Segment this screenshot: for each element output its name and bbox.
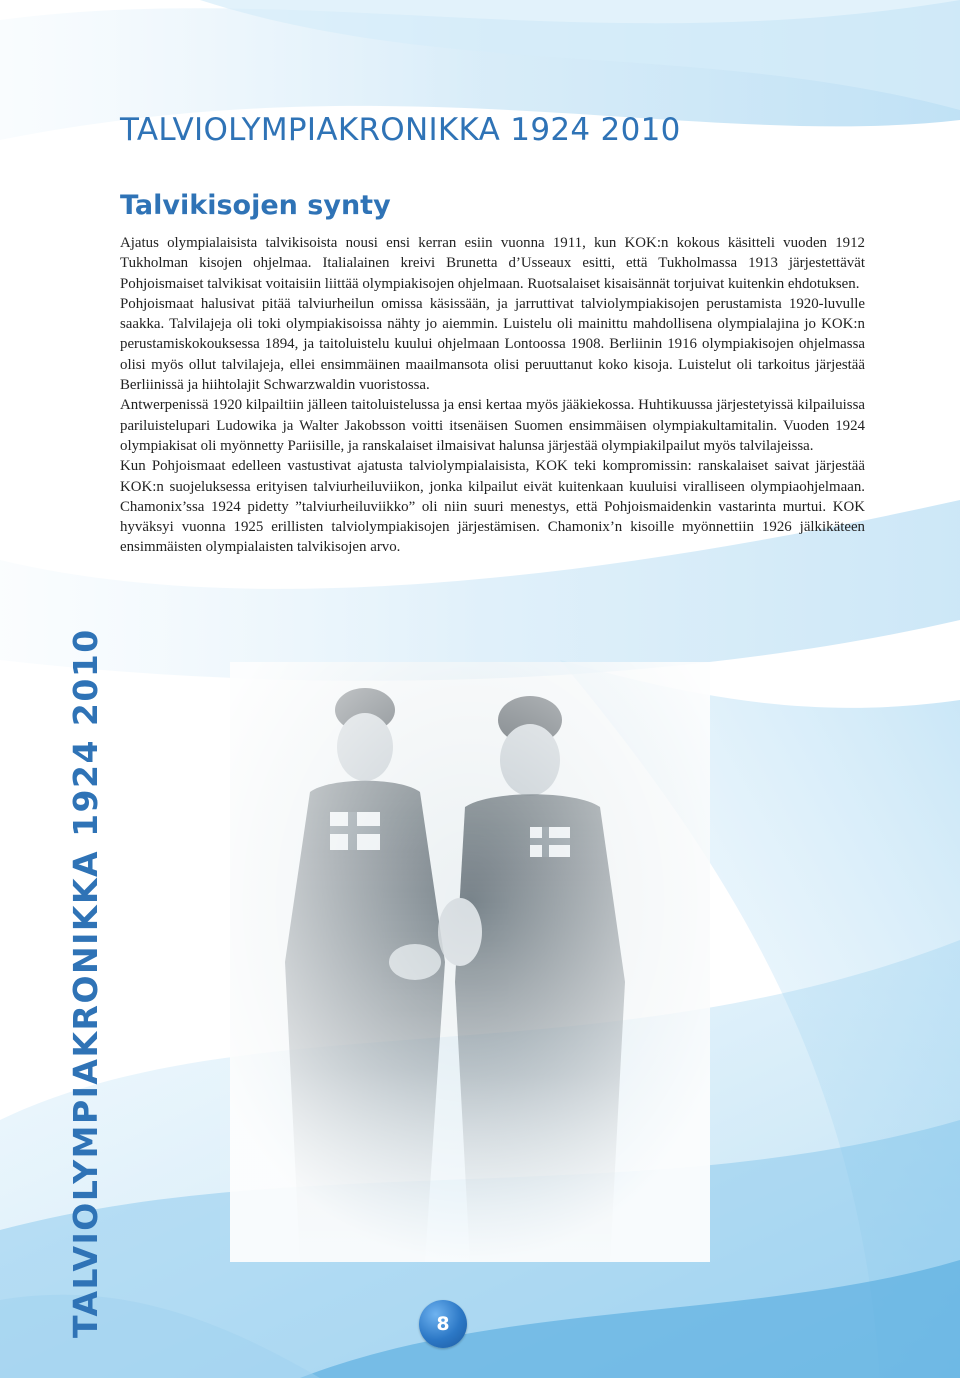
- article-body: [120, 233, 865, 558]
- section-title: Talvikisojen synty: [120, 190, 391, 221]
- header-title-text: TALVIOLYMPIAKRONIKKA 1924 2010: [120, 112, 681, 148]
- two-skaters-photo: [230, 662, 710, 1262]
- paragraph: Pohjoismaat halusivat pitää talviurheilun omissa käsissään, ja jarruttivat talviolympiakisojen perustamista 1920-luvulle saakka. Talvilajeja oli toki olympiakisoissa nähty jo aiemmin. Luistelu oli mainittu mahdollisena olympialajina jo KOK:n perustamiskokouksessa 1894, ja taitoluistelu kuului ohjelmaan Lontoossa 1908. Berliinin 1916 olympiakisojen ohjelmassa olisi myös ollut talvilajeja, ellei ensimmäinen maailmansota olisi peruuttanut koko kisoja. Luistelut oli tarkoitus järjestää Berliinissä ja hiihtolajit Schwarzwaldin vuoristossa.: [120, 295, 865, 394]
- paragraph: Antwerpenissä 1920 kilpailtiin jälleen taitoluistelussa ja ensi kertaa myös jääkiekossa. Huhtikuussa järjestetyissä kilpailuissa pariluistelupari Ludowika ja Walter Jakobsson voitti itsenäisen Suomen ensimmäisen olympiakultamitalin. Vuoden 1924 olympiakisat oli myönnetty Pariisille, ja ranskalaiset ilmaisivat halunsa järjestää olympiakilpailut myös talvilajeissa.: [120, 397, 865, 454]
- paragraph: Ajatus olympialaisista talvikisoista nousi ensi kerran esiin vuonna 1911, kun KOK:n kokous käsitteli vuoden 1912 Tukholman kisojen ohjelmaa. Italialainen kreivi Brunetta d’Usseaux esitti, että Tukholmassa 1913 järjestettävät Pohjoismaiset talvikisat voitaisiin liittää olympiakisojen ohjelmaan. Ruotsalaiset kisaisännät torjuivat kuitenkin ehdotuksen.: [120, 235, 865, 292]
- vertical-side-title: TALVIOLYMPIAKRONIKKA 1924 2010: [66, 628, 105, 1338]
- page-header-title: [120, 112, 681, 148]
- page-number-badge: 8: [419, 1300, 467, 1348]
- paragraph: Kun Pohjoismaat edelleen vastustivat ajatusta talviolympialaisista, KOK teki kompromissin: ranskalaiset saivat järjestää KOK:n suojeluksessa erityisen talviurheiluviikon, jonka kilpailut eivät kuitenkaan kuuluisi viralliseen olympiaohjelmaan. Chamonix’ssa 1924 pidetty ”talviurheiluviikko” oli niin suuri menestys, että Pohjoismaidenkin vastarinta murtui. KOK hyväksyi vuonna 1925 erillisten talviolympiakisojen järjestämisen. Chamonix’n kisoille myönnettiin 1926 jälkikäteen ensimmäisten olympialaisten talvikisojen arvo.: [120, 458, 865, 556]
